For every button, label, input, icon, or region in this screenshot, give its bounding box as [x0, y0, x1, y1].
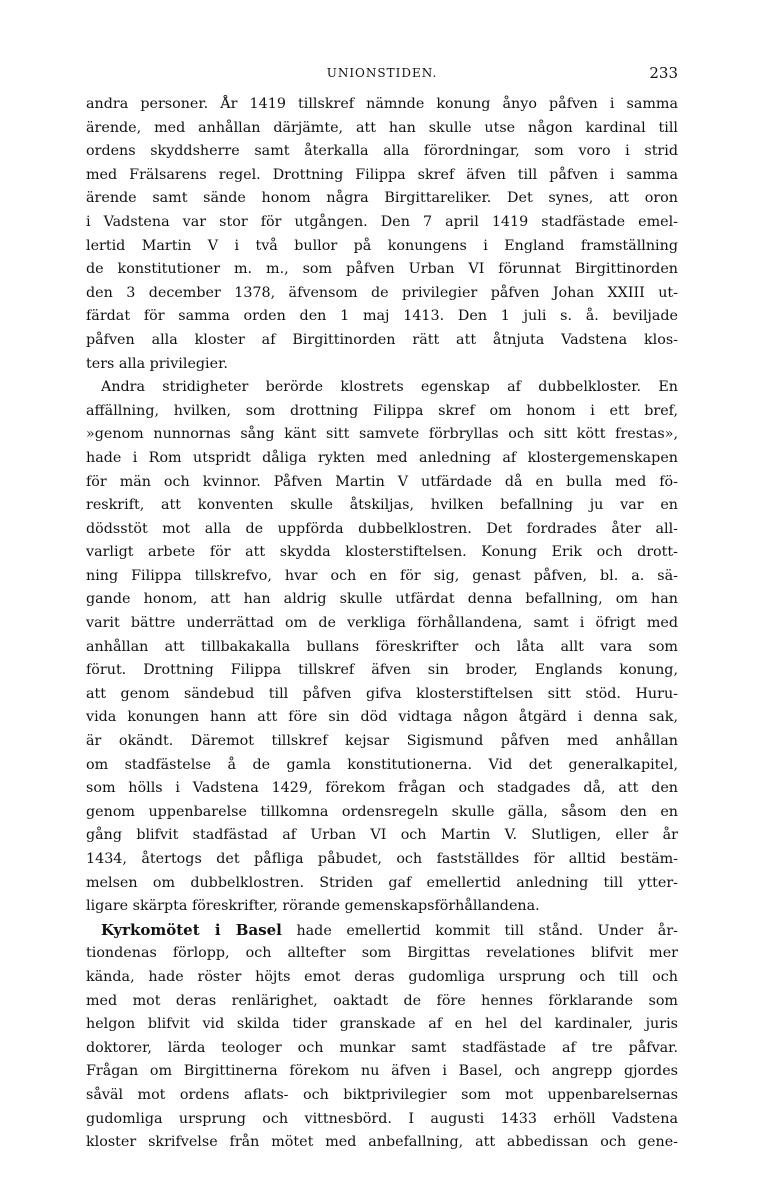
page-number: 233	[649, 64, 678, 82]
text-line: ordens skyddsherre samt återkalla alla förordningar, som voro i strid	[86, 143, 678, 160]
text-line: andra personer. År 1419 tillskref nämnde konung ånyo påfven i samma	[86, 96, 678, 112]
text-line: dödsstöt mot alla de uppförda dubbelklostren. Det fordrades åter all-	[86, 520, 678, 537]
text-line: 1434, återtogs det påfliga påbudet, och fastställdes för alltid bestäm-	[86, 851, 678, 867]
text-line: gudomliga ursprung och vittnesbörd. I augusti 1433 erhöll Vadstena	[86, 1110, 678, 1127]
text-line: helgon blifvit vid skilda tider granskade af en hel del kardinaler, juris	[86, 1016, 678, 1033]
text-line: att genom sändebud till påfven gifva klosterstiftelsen sitt stöd. Huru-	[86, 685, 678, 702]
text-line: Frågan om Birgittinerna förekom nu äfven i Basel, och angrepp gjordes	[86, 1063, 678, 1080]
text-line: är okändt. Däremot tillskref kejsar Sigismund påfven med anhållan	[86, 733, 678, 750]
text-line: färdat för samma orden den 1 maj 1413. Den 1 juli s. å. beviljade	[86, 308, 678, 325]
text-line: tiondenas förlopp, och alltefter som Birgittas revelationes blifvit mer	[86, 945, 678, 962]
text-line: de konstitutioner m. m., som påfven Urban VI förunnat Birgittinorden	[86, 261, 678, 278]
section-heading: Kyrkomötet i Basel	[101, 920, 282, 939]
body-text	[86, 93, 678, 1178]
text-line-with-heading	[86, 919, 678, 943]
text-line: kända, hade röster höjts emot deras gudomliga ursprung och till och	[86, 968, 678, 985]
text-line: ligare skärpta föreskrifter, rörande gemenskapsförhållandena.	[86, 898, 540, 915]
text-line: påfven alla kloster af Birgittinorden rätt att åtnjuta Vadstena klos-	[86, 331, 678, 348]
text-line: »genom nunnornas sång känt sitt samvete förbryllas och sitt kött frestas»,	[86, 426, 678, 443]
text-line: vida konungen hann att före sin död vidtaga någon åtgärd i denna sak,	[86, 709, 678, 726]
text-line: för män och kvinnor. Påfven Martin V utfärdade då en bulla med fö-	[86, 473, 678, 490]
text-line: om stadfästelse å de gamla konstitutionerna. Vid det generalkapitel,	[86, 756, 678, 773]
text-line: gång blifvit stadfästad af Urban VI och Martin V. Slutligen, eller år	[86, 827, 678, 844]
text-line: Andra stridigheter berörde klostrets egenskap af dubbelkloster. En	[101, 379, 678, 396]
page-header	[86, 66, 678, 86]
text-line: ning Filippa tillskrefvo, hvar och en för sig, genast påfven, bl. a. sä-	[86, 567, 678, 584]
text-line: varligt arbete för att skydda klosterstiftelsen. Konung Erik och drott-	[86, 544, 678, 561]
text-line: med Frälsarens regel. Drottning Filippa skref äfven till påfven i samma	[86, 166, 678, 183]
text-line: reskrift, att konventen skulle åtskiljas, hvilken befallning ju var en	[86, 497, 678, 514]
text-line: affällning, hvilken, som drottning Filippa skref om honom i ett bref,	[86, 402, 678, 419]
text-line: genom uppenbarelse tillkomna ordensregeln skulle gälla, såsom den en	[86, 803, 678, 820]
text-line: såväl mot ordens aflats- och biktprivilegier som mot uppenbarelsernas	[86, 1086, 678, 1103]
text-line-rest: hade emellertid kommit till stånd. Under år-	[296, 922, 678, 939]
text-line: ärende samt sände honom några Birgittareliker. Det synes, att oron	[86, 190, 678, 207]
text-line	[86, 1155, 678, 1178]
text-line: med mot deras renlärighet, oaktadt de före hennes förklarande som	[86, 992, 678, 1009]
text-line: ärende, med anhållan därjämte, att han skulle utse någon kardinal till	[86, 119, 678, 136]
text-line: hade i Rom utspridt dåliga rykten med anledning af klostergemenskapen	[86, 449, 678, 466]
text-line: varit bättre underrättad om de verkliga förhållandena, samt i öfrigt med	[86, 615, 678, 632]
text-line: förut. Drottning Filippa tillskref äfven sin broder, Englands konung,	[86, 662, 678, 679]
running-head: UNIONSTIDEN.	[326, 66, 438, 80]
text-line: gande honom, att han aldrig skulle utfärdat denna befallning, om han	[86, 591, 678, 608]
text-line: doktorer, lärda teologer och munkar samt stadfästade af tre påfvar.	[86, 1039, 678, 1056]
text-line: anhållan att tillbakakalla bullans föreskrifter och låta allt vara som	[86, 638, 678, 655]
text-line: lertid Martin V i två bullor på konungens i England framställning	[86, 237, 678, 254]
text-line: som hölls i Vadstena 1429, förekom frågan och stadgades då, att den	[86, 780, 678, 797]
text-line: kloster skrifvelse från mötet med anbefallning, att abbedissan och gene-	[86, 1134, 678, 1151]
text-line: i Vadstena var stor för utgången. Den 7 april 1419 stadfästade emel-	[86, 213, 678, 230]
text-line: melsen om dubbelklostren. Striden gaf emellertid anledning till ytter-	[86, 874, 678, 891]
text-line: ters alla privilegier.	[86, 355, 228, 372]
text-line: den 3 december 1378, äfvensom de privilegier påfven Johan XXIII ut-	[86, 284, 678, 301]
